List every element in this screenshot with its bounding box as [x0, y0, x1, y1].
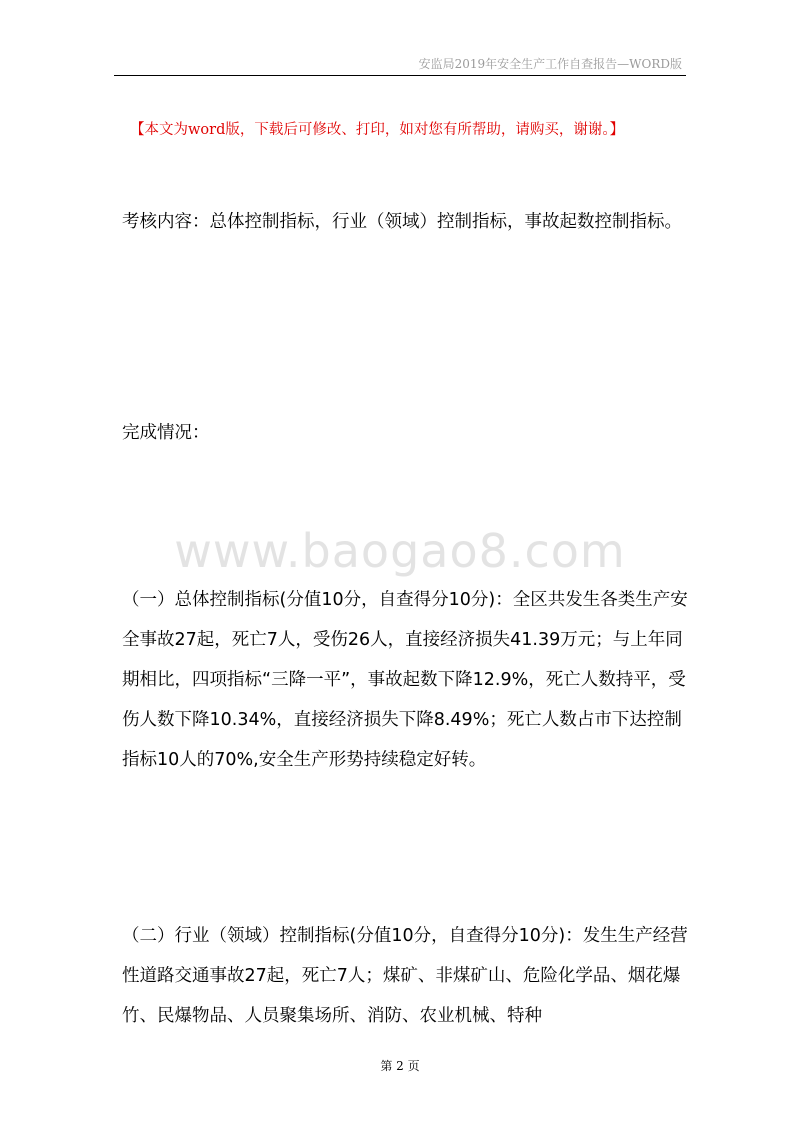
running-header-title: 安监局2019年安全生产工作自查报告—WORD版	[418, 57, 682, 71]
section-1-paragraph: （一）总体控制指标(分值10分，自查得分10分)：全区共发生各类生产安全事故27起，死亡7人，受伤26人，直接经济损失41.39万元；与上年同期相比，四项指标“三降一平”，事故起数下降12.9%，死亡人数持平，受伤人数下降10.34%，直接经济损失下降8.49%；死亡人数占市下达控制指标10人的70%,安全生产形势持续稳定好转。	[122, 590, 688, 770]
section-2-paragraph: （二）行业（领域）控制指标(分值10分，自查得分10分)：发生生产经营性道路交通事故27起，死亡7人；煤矿、非煤矿山、危险化学品、烟花爆竹、民爆物品、人员聚集场所、消防、农业机械、特种	[122, 926, 688, 1026]
assessment-paragraph: 考核内容：总体控制指标，行业（领域）控制指标，事故起数控制指标。	[122, 212, 682, 232]
purchase-notice: 【本文为word版，下载后可修改、打印，如对您有所帮助，请购买，谢谢。】	[130, 122, 625, 138]
site-watermark: www.baogao8.com	[174, 524, 626, 578]
completion-heading: 完成情况：	[122, 423, 210, 443]
page-number: 第 2 页	[380, 1059, 420, 1073]
header-divider	[114, 75, 686, 76]
